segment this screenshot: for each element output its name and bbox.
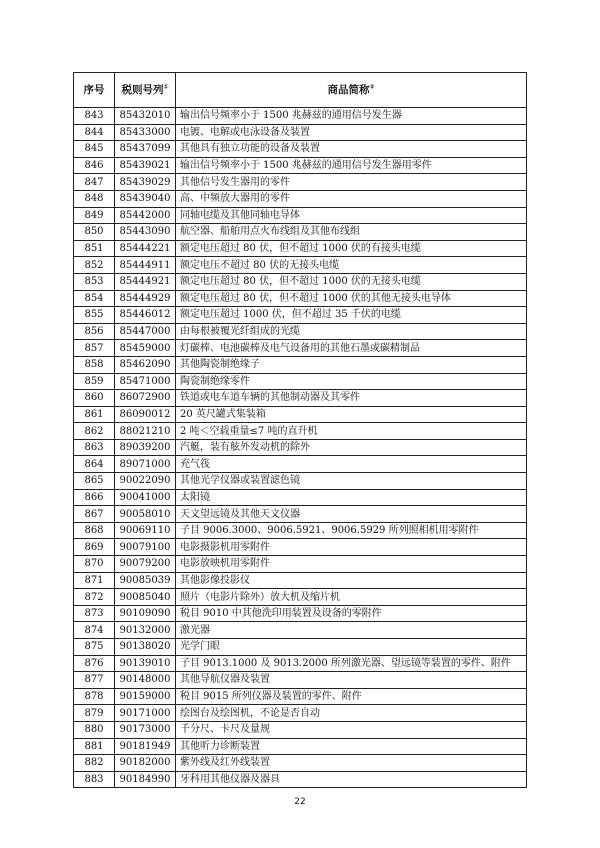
row-tariff-code: 90138020	[115, 639, 176, 656]
table-row	[74, 572, 527, 589]
row-serial-number: 878	[74, 688, 115, 705]
row-product-name: 激光器	[176, 622, 527, 639]
table-row	[74, 622, 527, 639]
row-product-name: 其他陶瓷制绝缘子	[176, 356, 527, 373]
row-tariff-code: 89039200	[115, 439, 176, 456]
table-row	[74, 439, 527, 456]
row-serial-number: 857	[74, 340, 115, 357]
row-tariff-code: 90184990	[115, 771, 176, 788]
row-tariff-code: 90085040	[115, 589, 176, 606]
row-serial-number: 862	[74, 423, 115, 440]
table-row	[74, 141, 527, 158]
table-row	[74, 522, 527, 539]
row-serial-number: 856	[74, 323, 115, 340]
row-serial-number: 877	[74, 672, 115, 689]
row-serial-number: 870	[74, 556, 115, 573]
table-header-row	[74, 73, 527, 108]
table-row	[74, 174, 527, 191]
table-row	[74, 738, 527, 755]
row-tariff-code: 85446012	[115, 307, 176, 324]
row-tariff-code: 90159000	[115, 688, 176, 705]
row-tariff-code: 86090012	[115, 406, 176, 423]
row-serial-number: 855	[74, 307, 115, 324]
table-row	[74, 771, 527, 788]
row-serial-number: 861	[74, 406, 115, 423]
footnote-mark-2: ②	[369, 83, 375, 90]
row-tariff-code: 90085039	[115, 572, 176, 589]
table-row	[74, 605, 527, 622]
row-serial-number: 874	[74, 622, 115, 639]
row-tariff-code: 85442000	[115, 207, 176, 224]
row-serial-number: 843	[74, 108, 115, 125]
row-product-name: 灯碳棒、电池碳棒及电气设备用的其他石墨或碳精制品	[176, 340, 527, 357]
row-tariff-code: 90171000	[115, 705, 176, 722]
row-serial-number: 873	[74, 605, 115, 622]
table-row	[74, 340, 527, 357]
row-tariff-code: 85471000	[115, 373, 176, 390]
row-serial-number: 868	[74, 522, 115, 539]
row-tariff-code: 90079200	[115, 556, 176, 573]
row-serial-number: 860	[74, 390, 115, 407]
table-row	[74, 456, 527, 473]
row-serial-number: 863	[74, 439, 115, 456]
row-product-name: 其他光学仪器或装置滤色镜	[176, 473, 527, 490]
row-serial-number: 851	[74, 240, 115, 257]
row-tariff-code: 90022090	[115, 473, 176, 490]
row-tariff-code: 90079100	[115, 539, 176, 556]
table-row	[74, 390, 527, 407]
table-row	[74, 124, 527, 141]
table-row	[74, 290, 527, 307]
table-row	[74, 108, 527, 125]
header-serial-number: 序号	[74, 73, 115, 108]
row-product-name: 牙科用其他仪器及器具	[176, 771, 527, 788]
table-row	[74, 589, 527, 606]
row-product-name: 额定电压超过 80 伏，但不超过 1000 伏的其他无接头电导体	[176, 290, 527, 307]
table-row	[74, 356, 527, 373]
row-serial-number: 869	[74, 539, 115, 556]
row-tariff-code: 90058010	[115, 506, 176, 523]
row-serial-number: 876	[74, 655, 115, 672]
table-row	[74, 190, 527, 207]
row-product-name: 充气筏	[176, 456, 527, 473]
row-tariff-code: 85439021	[115, 157, 176, 174]
row-serial-number: 844	[74, 124, 115, 141]
row-product-name: 额定电压超过 80 伏，但不超过 1000 伏的有接头电缆	[176, 240, 527, 257]
table-row	[74, 373, 527, 390]
row-tariff-code: 85439029	[115, 174, 176, 191]
table-row	[74, 240, 527, 257]
row-tariff-code: 85462090	[115, 356, 176, 373]
table-row	[74, 672, 527, 689]
row-product-name: 电影摄影机用零附件	[176, 539, 527, 556]
row-serial-number: 854	[74, 290, 115, 307]
row-serial-number: 864	[74, 456, 115, 473]
row-tariff-code: 85447000	[115, 323, 176, 340]
row-tariff-code: 90109090	[115, 605, 176, 622]
row-tariff-code: 85437099	[115, 141, 176, 158]
row-product-name: 天文望远镜及其他天文仪器	[176, 506, 527, 523]
row-product-name: 税目 9010 中其他洗印用装置及设备的零附件	[176, 605, 527, 622]
row-tariff-code: 89071000	[115, 456, 176, 473]
row-product-name: 额定电压不超过 80 伏的无接头电缆	[176, 257, 527, 274]
row-serial-number: 883	[74, 771, 115, 788]
row-tariff-code: 90182000	[115, 755, 176, 772]
row-tariff-code: 85444921	[115, 273, 176, 290]
row-product-name: 电镀、电解或电泳设备及装置	[176, 124, 527, 141]
table-row	[74, 489, 527, 506]
table-row	[74, 705, 527, 722]
table-row	[74, 688, 527, 705]
header-product-name: 商品简称②	[176, 73, 527, 108]
row-serial-number: 850	[74, 224, 115, 241]
row-product-name: 额定电压超过 1000 伏，但不超过 35 千伏的电缆	[176, 307, 527, 324]
row-serial-number: 879	[74, 705, 115, 722]
row-serial-number: 872	[74, 589, 115, 606]
row-serial-number: 846	[74, 157, 115, 174]
row-product-name: 其他具有独立功能的设备及装置	[176, 141, 527, 158]
row-product-name: 额定电压超过 80 伏，但不超过 1000 伏的无接头电缆	[176, 273, 527, 290]
row-product-name: 照片（电影片除外）放大机及缩片机	[176, 589, 527, 606]
row-product-name: 税目 9015 所列仪器及装置的零件、附件	[176, 688, 527, 705]
row-tariff-code: 90132000	[115, 622, 176, 639]
table-row	[74, 257, 527, 274]
row-serial-number: 880	[74, 721, 115, 738]
table-row	[74, 323, 527, 340]
row-product-name: 其他影像投影仪	[176, 572, 527, 589]
row-serial-number: 882	[74, 755, 115, 772]
row-tariff-code: 86072900	[115, 390, 176, 407]
header-tariff-code: 税则号列①	[115, 73, 176, 108]
footnote-mark-1: ①	[163, 83, 169, 90]
row-product-name: 输出信号频率小于 1500 兆赫兹的通用信号发生器	[176, 108, 527, 125]
row-tariff-code: 85444911	[115, 257, 176, 274]
row-serial-number: 853	[74, 273, 115, 290]
row-serial-number: 858	[74, 356, 115, 373]
row-product-name: 其他导航仪器及装置	[176, 672, 527, 689]
row-serial-number: 852	[74, 257, 115, 274]
table-row	[74, 406, 527, 423]
row-product-name: 铁道或电车道车辆的其他制动器及其零件	[176, 390, 527, 407]
table-row	[74, 157, 527, 174]
table-row	[74, 224, 527, 241]
row-tariff-code: 88021210	[115, 423, 176, 440]
row-serial-number: 859	[74, 373, 115, 390]
row-product-name: 陶瓷制绝缘零件	[176, 373, 527, 390]
table-row	[74, 506, 527, 523]
row-product-name: 其他听力诊断装置	[176, 738, 527, 755]
row-serial-number: 875	[74, 639, 115, 656]
row-product-name: 2 吨＜空载重量≤7 吨的直升机	[176, 423, 527, 440]
row-tariff-code: 85443090	[115, 224, 176, 241]
table-row	[74, 539, 527, 556]
row-product-name: 汽艇，装有舷外发动机的除外	[176, 439, 527, 456]
row-tariff-code: 85433000	[115, 124, 176, 141]
table-row	[74, 556, 527, 573]
table-row	[74, 639, 527, 656]
table-row	[74, 307, 527, 324]
row-product-name: 光学门眼	[176, 639, 527, 656]
row-tariff-code: 90041000	[115, 489, 176, 506]
row-serial-number: 867	[74, 506, 115, 523]
row-serial-number: 849	[74, 207, 115, 224]
row-tariff-code: 90148000	[115, 672, 176, 689]
row-tariff-code: 85432010	[115, 108, 176, 125]
row-product-name: 电影放映机用零附件	[176, 556, 527, 573]
table-row	[74, 721, 527, 738]
row-product-name: 20 英尺罐式集装箱	[176, 406, 527, 423]
table-row	[74, 273, 527, 290]
row-product-name: 太阳镜	[176, 489, 527, 506]
row-product-name: 航空器、船舶用点火布线组及其他布线组	[176, 224, 527, 241]
table-row	[74, 423, 527, 440]
page-number: 22	[294, 797, 306, 807]
table-row	[74, 655, 527, 672]
table-row	[74, 473, 527, 490]
row-serial-number: 845	[74, 141, 115, 158]
row-tariff-code: 85444221	[115, 240, 176, 257]
row-product-name: 输出信号频率小于 1500 兆赫兹的通用信号发生器用零件	[176, 157, 527, 174]
row-tariff-code: 90173000	[115, 721, 176, 738]
table-row	[74, 755, 527, 772]
table-row	[74, 207, 527, 224]
row-product-name: 高、中频放大器用的零件	[176, 190, 527, 207]
row-tariff-code: 85444929	[115, 290, 176, 307]
row-product-name: 其他信号发生器用的零件	[176, 174, 527, 191]
row-product-name: 由每根被覆光纤组成的光缆	[176, 323, 527, 340]
row-tariff-code: 90181949	[115, 738, 176, 755]
row-serial-number: 881	[74, 738, 115, 755]
row-tariff-code: 85459000	[115, 340, 176, 357]
row-serial-number: 866	[74, 489, 115, 506]
row-serial-number: 865	[74, 473, 115, 490]
row-product-name: 千分尺、卡尺及量规	[176, 721, 527, 738]
tariff-table	[73, 72, 527, 788]
row-tariff-code: 90069110	[115, 522, 176, 539]
row-product-name: 子目 9013.1000 及 9013.2000 所列激光器、望远镜等装置的零件、附件	[176, 655, 527, 672]
row-product-name: 同轴电缆及其他同轴电导体	[176, 207, 527, 224]
row-serial-number: 847	[74, 174, 115, 191]
row-product-name: 子目 9006.3000、9006.5921、9006.5929 所列照相机用零附件	[176, 522, 527, 539]
row-tariff-code: 85439040	[115, 190, 176, 207]
row-tariff-code: 90139010	[115, 655, 176, 672]
row-product-name: 紫外线及红外线装置	[176, 755, 527, 772]
row-serial-number: 848	[74, 190, 115, 207]
row-product-name: 绘图台及绘图机，不论是否自动	[176, 705, 527, 722]
row-serial-number: 871	[74, 572, 115, 589]
